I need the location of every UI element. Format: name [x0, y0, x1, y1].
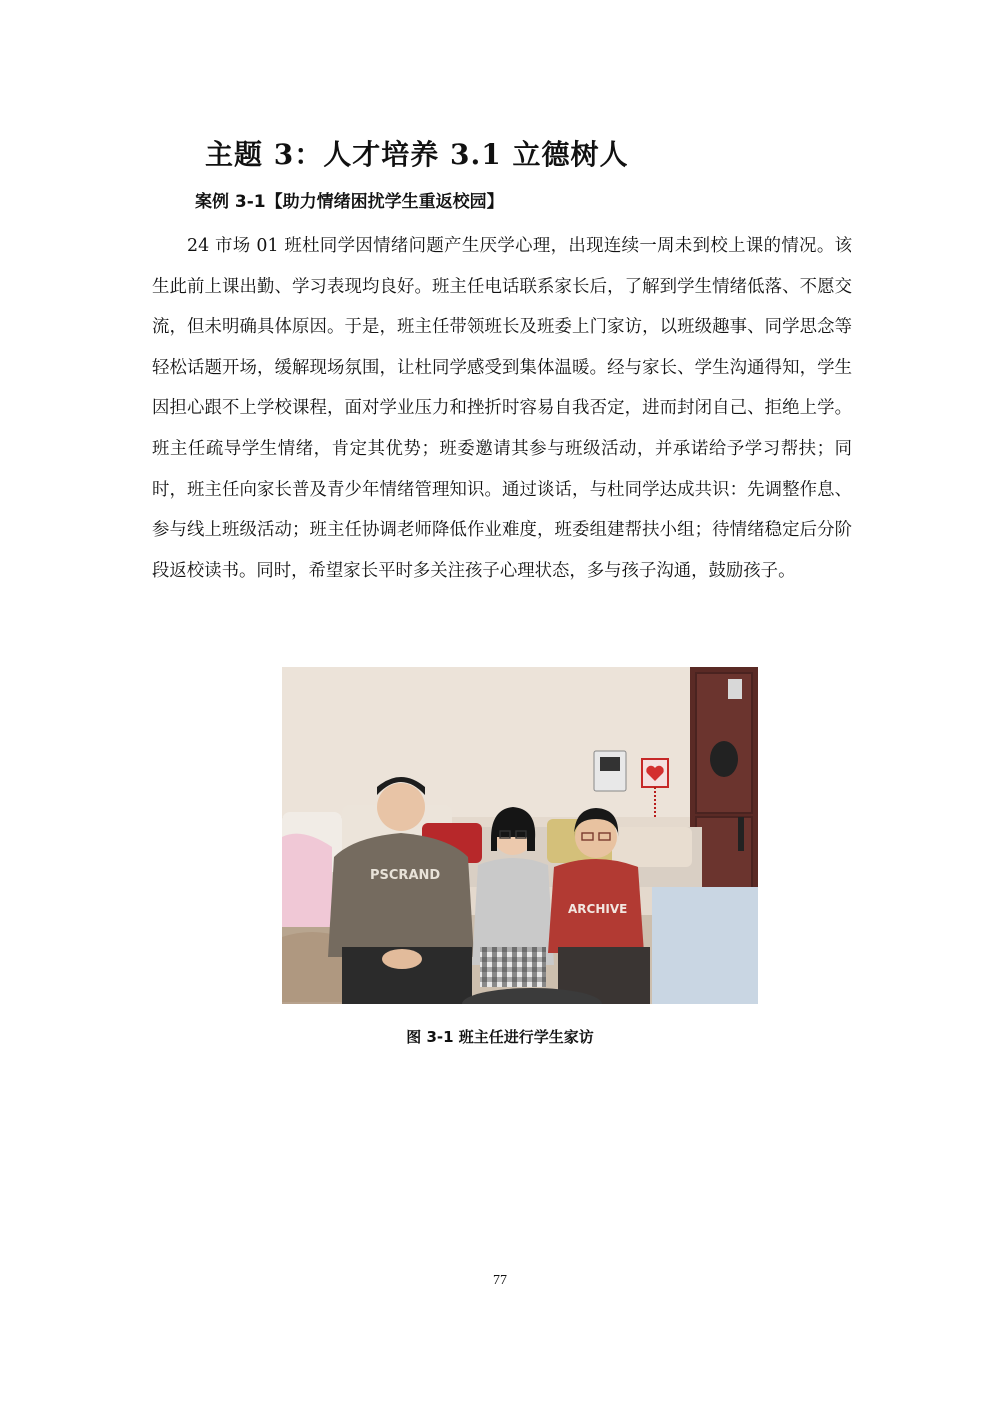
case-body-paragraph: 24 市场 01 班杜同学因情绪问题产生厌学心理，出现连续一周未到校上课的情况。该生此前上课出勤、学习表现均良好。班主任电话联系家长后，了解到学生情绪低落、不愿交流，但未明确具体原因。于是，班主任带领班长及班委上门家访，以班级趣事、同学思念等轻松话题开场，缓解现场氛围，让杜同学感受到集体温暖。经与家长、学生沟通得知，学生因担心跟不上学校课程，面对学业压力和挫折时容易自我否定，进而封闭自己、拒绝上学。班主任疏导学生情绪，肯定其优势；班委邀请其参与班级活动，并承诺给予学习帮扶；同时，班主任向家长普及青少年情绪管理知识。通过谈话，与杜同学达成共识：先调整作息、参与线上班级活动；班主任协调老师降低作业难度，班委组建帮扶小组；待情绪稳定后分阶段返校读书。同时，希望家长平时多关注孩子心理状态，多与孩子沟通，鼓励孩子。 — [152, 236, 852, 581]
figure-caption: 图 3-1 班主任进行学生家访 — [406, 1028, 594, 1046]
person-man-head — [377, 783, 425, 831]
girl-shirt-text: ARCHIVE — [568, 902, 628, 916]
section-title: 主题 3：人才培养 3.1 立德树人 — [205, 138, 629, 171]
page-number: 77 — [493, 1273, 507, 1288]
case-heading: 案例 3-1【助力情绪困扰学生重返校园】 — [195, 192, 504, 212]
man-shirt-text: PSCRAND — [370, 868, 441, 883]
home-visit-photo — [282, 667, 758, 1004]
